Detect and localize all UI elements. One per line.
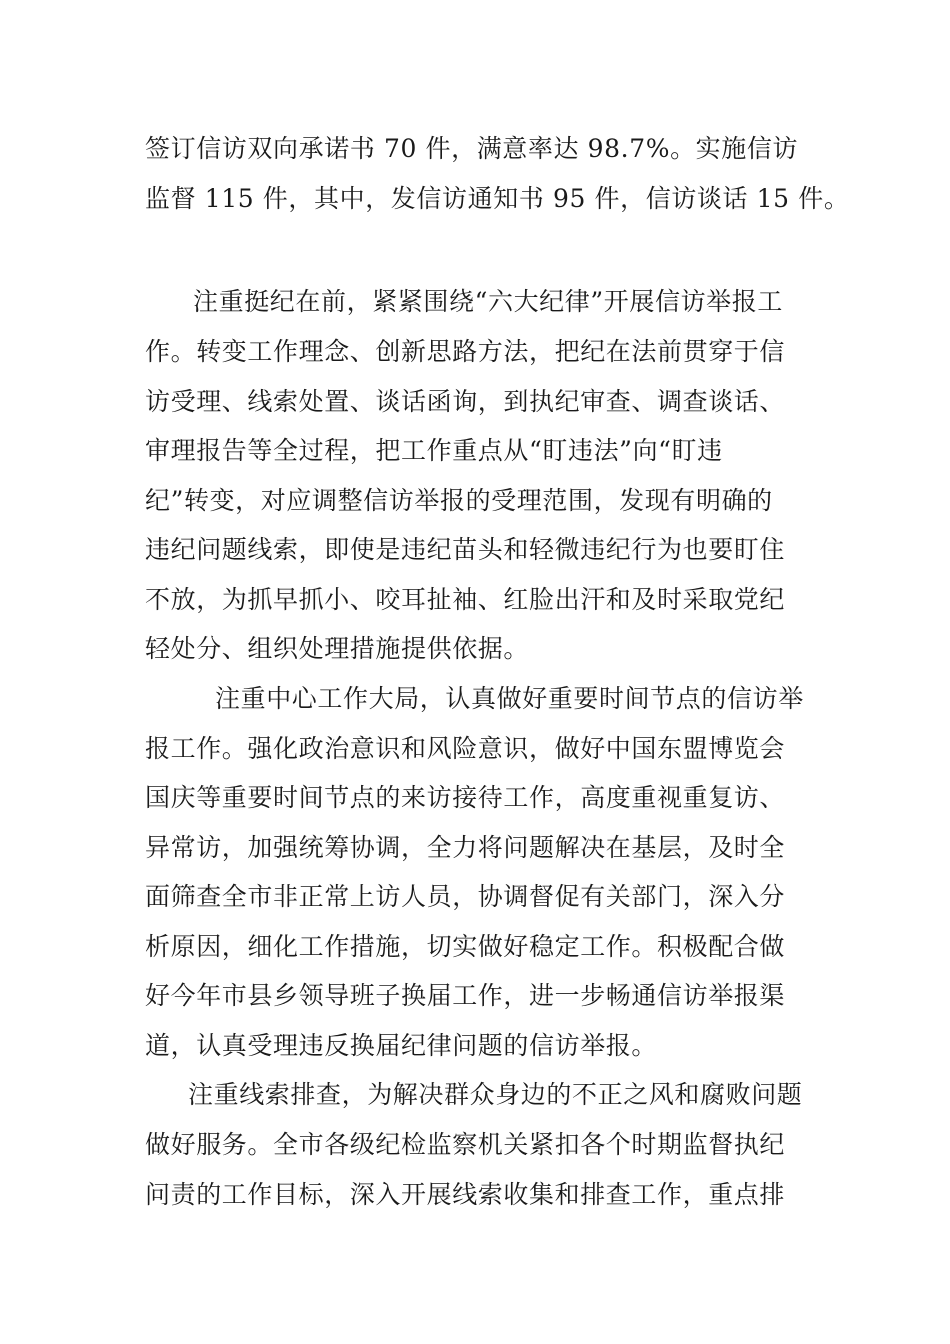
- text-line: 访受理、线索处置、谈话函询，到执纪审查、调查谈话、: [145, 387, 786, 416]
- text-line: 监督 115 件，其中，发信访通知书 95 件，信访谈话 15 件。: [145, 184, 850, 213]
- text-line: 做好服务。全市各级纪检监察机关紧扣各个时期监督执纪: [145, 1130, 786, 1159]
- text-line: 违纪问题线索，即使是违纪苗头和轻微违纪行为也要盯住: [145, 535, 786, 564]
- text-line: 面筛查全市非正常上访人员，协调督促有关部门，深入分: [145, 882, 786, 911]
- text-line: 国庆等重要时间节点的来访接待工作，高度重视重复访、: [145, 783, 786, 812]
- paragraph-start-line: 注重中心工作大局，认真做好重要时间节点的信访举: [215, 684, 804, 713]
- text-line: 道，认真受理违反换届纪律问题的信访举报。: [145, 1031, 658, 1060]
- text-line: 作。转变工作理念、创新思路方法，把纪在法前贯穿于信: [145, 337, 786, 366]
- text-line: 轻处分、组织处理措施提供依据。: [145, 634, 530, 663]
- text-line: 析原因，细化工作措施，切实做好稳定工作。积极配合做: [145, 932, 786, 961]
- text-line: 报工作。强化政治意识和风险意识，做好中国东盟博览会: [145, 734, 786, 763]
- text-line: 签订信访双向承诺书 70 件，满意率达 98.7%。实施信访: [145, 134, 799, 163]
- text-line: 审理报告等全过程，把工作重点从“盯违法”向“盯违: [145, 436, 723, 465]
- text-line: 纪”转变，对应调整信访举报的受理范围，发现有明确的: [145, 486, 773, 515]
- text-line: 好今年市县乡领导班子换届工作，进一步畅通信访举报渠: [145, 981, 786, 1010]
- text-line: 不放，为抓早抓小、咬耳扯袖、红脸出汗和及时采取党纪: [145, 585, 786, 614]
- paragraph-start-line: 注重挺纪在前，紧紧围绕“六大纪律”开展信访举报工: [193, 287, 783, 316]
- text-line: 问责的工作目标，深入开展线索收集和排查工作，重点排: [145, 1180, 786, 1209]
- text-line: 异常访，加强统筹协调，全力将问题解决在基层，及时全: [145, 833, 786, 862]
- paragraph-start-line: 注重线索排查，为解决群众身边的不正之风和腐败问题: [188, 1080, 803, 1109]
